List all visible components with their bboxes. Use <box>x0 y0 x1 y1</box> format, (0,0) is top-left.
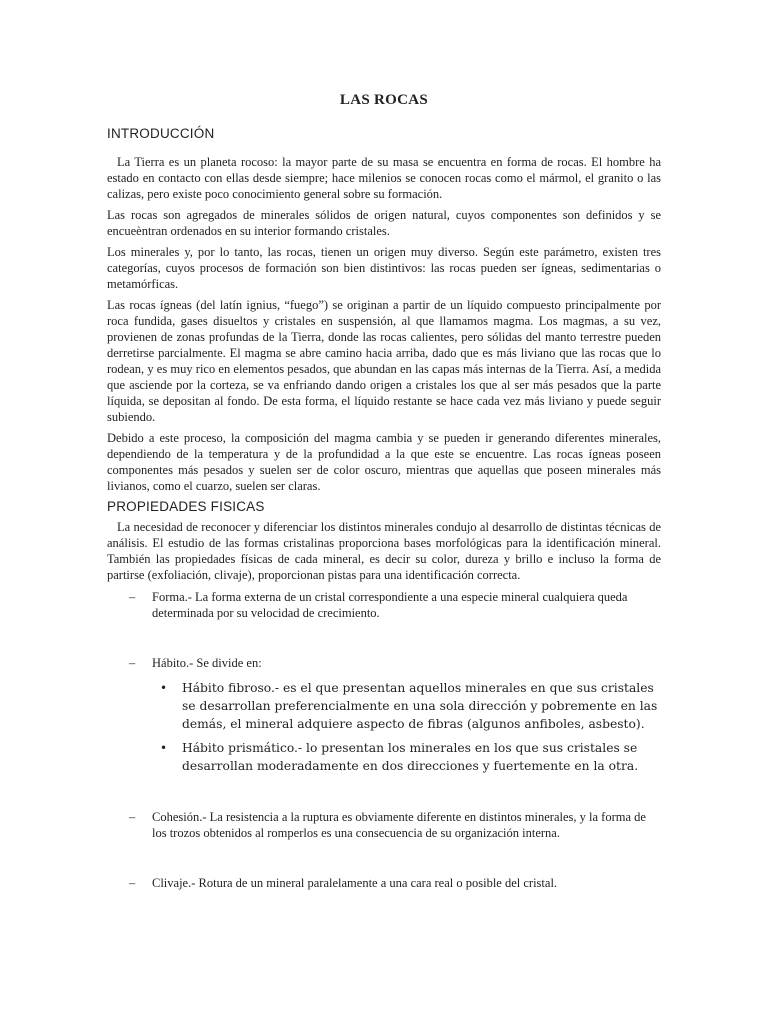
habito-sublist <box>152 679 661 775</box>
paragraph-5: Debido a este proceso, la composición del magma cambia y se pueden ir generando diferentes minerales, dependiendo de la temperatura y de la profundidad a la que este se encuentre. Las rocas ígneas poseen componentes más pesados y suelen ser de color oscuro, mientras que aquellas que poseen minerales más livianos, como el cuarzo, suelen ser claras. <box>107 431 661 493</box>
dash-marker: – <box>129 590 136 604</box>
document-title: LAS ROCAS <box>339 92 429 108</box>
list-item-habito <box>107 655 661 775</box>
list-item-text: Clivaje.- Rotura de un mineral paralelamente a una cara real o posible del cristal. <box>152 876 558 890</box>
list-item-text: Cohesión.- La resistencia a la ruptura es obviamente diferente en distintos minerales, y la forma de los trozos obtenidos al romperlos es una consecuencia de su organización interna. <box>152 810 646 840</box>
properties-list <box>107 589 661 891</box>
list-item-clivaje <box>107 875 661 891</box>
sublist-item-prismatico <box>152 739 661 775</box>
paragraph-2: Las rocas son agregados de minerales sólidos de origen natural, cuyos componentes son definidos y se encueèntran ordenados en su interior formando cristales. <box>107 208 661 238</box>
paragraph-1: La Tierra es un planeta rocoso: la mayor parte de su masa se encuentra en forma de rocas. El hombre ha estado en contacto con ellas desde siempre; hace milenios se conocen rocas como el mármol, el granito o las calizas, pero existe poco conocimiento general sobre su formación. <box>107 155 661 201</box>
sublist-item-fibroso <box>152 679 661 733</box>
bullet-marker: • <box>160 741 168 755</box>
sublist-item-text: Hábito fibroso.- es el que presentan aquellos minerales en que sus cristales se desarrollan preferencialmente en una sola dirección y pobremente en las demás, el mineral adquiere aspecto de fibras (algunos anfiboles, asbesto). <box>182 681 658 731</box>
list-item-text: Hábito.- Se divide en: <box>152 656 262 670</box>
list-item-text: Forma.- La forma externa de un cristal correspondiente a una especie mineral cualquiera queda determinada por su velocidad de crecimiento. <box>152 590 628 620</box>
sublist-item-text: Hábito prismático.- lo presentan los minerales en los que sus cristales se desarrollan moderadamente en dos direcciones y fuertemente en la otra. <box>182 741 639 773</box>
dash-marker: – <box>129 876 136 890</box>
list-item-forma <box>107 589 661 621</box>
paragraph-4: Las rocas ígneas (del latín ignius, “fuego”) se originan a partir de un líquido compuesto principalmente por roca fundida, gases disueltos y cristales en suspensión, al que llamamos magma. Los magmas, a su vez, provienen de zonas profundas de la Tierra, donde las rocas calientes, pero sólidas del manto terrestre pueden derretirse parcialmente. El magma se abre camino hacia arriba, dado que es más liviano que las rocas que lo rodean, y es muy rico en elementos pesados, que abundan en las capas más internas de la Tierra. Así, a medida que asciende por la corteza, se va enfriando dando origen a cristales los que al ser más pesados que la parte líquida, se depositan al fondo. De esta forma, el líquido restante se hace cada vez más liviano y puede seguir subiendo. <box>107 298 661 424</box>
dash-marker: – <box>129 656 136 670</box>
dash-marker: – <box>129 810 136 824</box>
bullet-marker: • <box>160 681 168 695</box>
paragraph-3: Los minerales y, por lo tanto, las rocas, tienen un origen muy diverso. Según este parámetro, existen tres categorías, cuyos procesos de formación son bien distintivos: las rocas pueden ser ígneas, sedimentarias o metamórficas. <box>107 245 661 291</box>
list-item-cohesion <box>107 809 661 841</box>
section-heading-propiedades: PROPIEDADES FISICAS <box>107 499 265 514</box>
section-heading-introduccion: INTRODUCCIÓN <box>107 126 215 141</box>
paragraph-propiedades: La necesidad de reconocer y diferenciar los distintos minerales condujo al desarrollo de distintas técnicas de análisis. El estudio de las formas cristalinas proporciona bases morfológicas para la identificación mineral. También las propiedades físicas de cada mineral, es decir su color, dureza y brillo e incluso la forma de partirse (exfoliación, clivaje), proporcionan pistas para una identificación correcta. <box>107 520 661 582</box>
